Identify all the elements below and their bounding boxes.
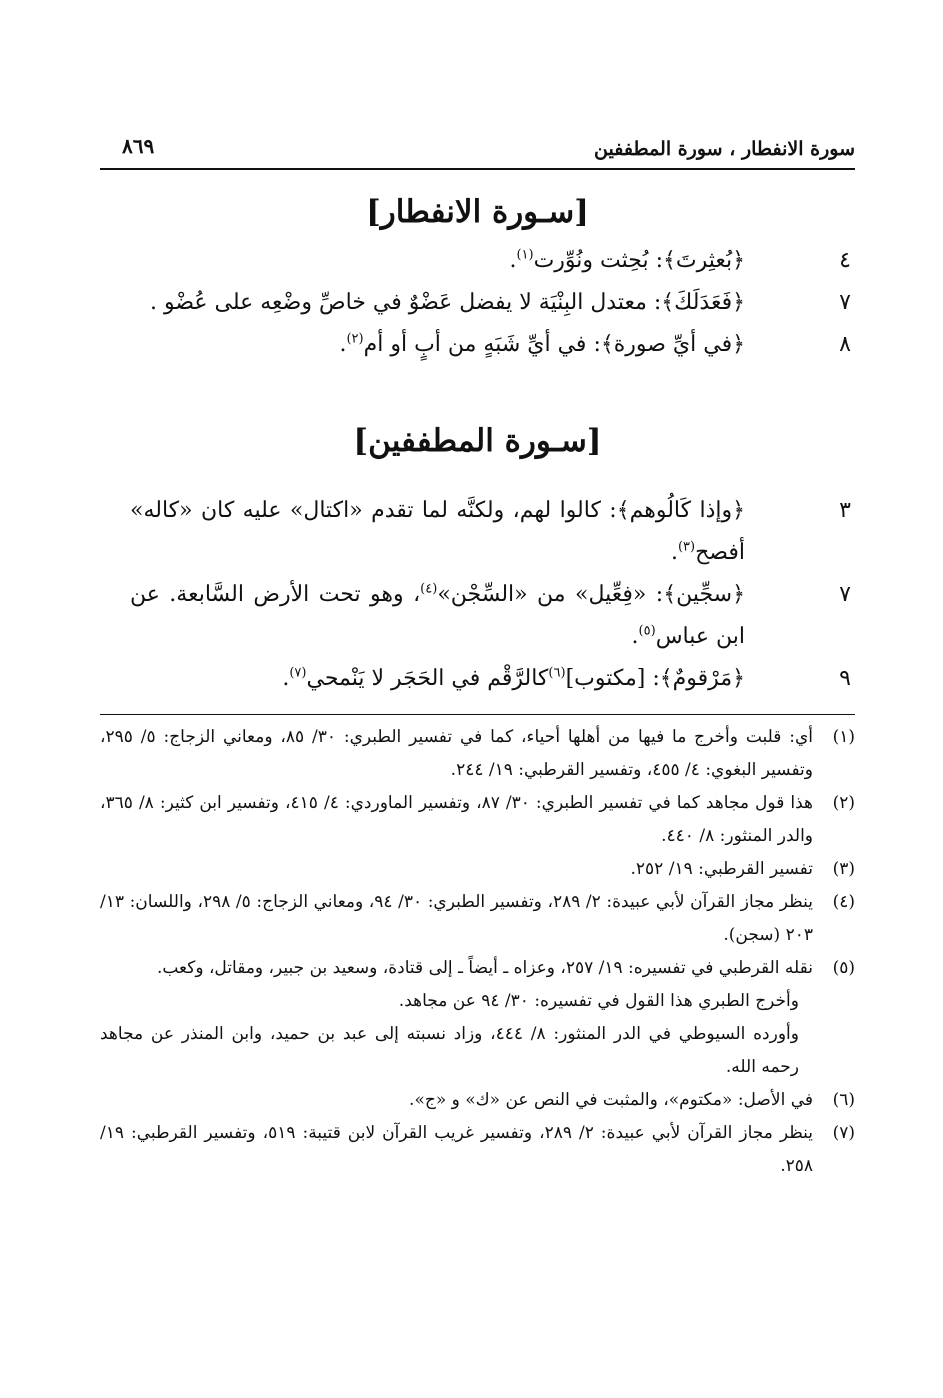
verse-tail: . — [339, 332, 347, 357]
verse-text: ﴿بُعثِرتَ﴾: بُحِثت ونُوِّرت — [533, 248, 745, 273]
footnote-number: (٣) — [832, 859, 855, 879]
surah-title-mutaffifin: [سـورة المطففين] — [353, 423, 602, 459]
verse-number: ٨ — [839, 332, 851, 357]
verse-list-mutaffifin — [100, 490, 855, 700]
footnote — [100, 721, 855, 787]
footnote-divider — [100, 714, 855, 715]
verse-entry — [100, 574, 855, 658]
footnote-text: هذا قول مجاهد كما في تفسير الطبري: ٣٠/ ٨٧، وتفسير الماوردي: ٤/ ٤١٥، وتفسير ابن كثير: ٨/ ٣٦٥، والدر المنثور: ٨/ ٤٤٠. — [100, 793, 813, 846]
verse-tail: ، وهو تحت الأرض السَّابعة. عن ابن عباس — [130, 582, 745, 649]
verse-text: ﴿سجِّين﴾: «فِعِّيل» من «السِّجْن» — [437, 582, 745, 607]
footnote-number: (٤) — [832, 892, 855, 912]
verse-number: ٤ — [839, 248, 851, 273]
footnote — [100, 886, 855, 952]
footnote-number: (١) — [832, 727, 855, 747]
footnote-text: ينظر مجاز القرآن لأبي عبيدة: ٢/ ٢٨٩، وتفسير غريب القرآن لابن قتيبة: ٥١٩، وتفسير القرطبي: ١٩/ ٢٥٨. — [100, 1123, 814, 1176]
footnote-text: وأورده السيوطي في الدر المنثور: ٨/ ٤٤٤، وزاد نسبته إلى عبد بن حميد، وابن المنذر عن مجاهد رحمه الله. — [100, 1024, 799, 1077]
footnote-ref[interactable]: (٦) — [548, 665, 566, 681]
footnote-ref[interactable]: (٢) — [346, 331, 364, 347]
footnote-number: (٦) — [832, 1090, 855, 1110]
footnote-text: أي: قلبت وأخرج ما فيها من أهلها أحياء، كما في تفسير الطبري: ٣٠/ ٨٥، ومعاني الزجاج: ٥/ ٢٩٥، وتفسير البغوي: ٤/ ٤٥٥، وتفسير القرطبي: ١٩/ ٢٤٤. — [100, 727, 813, 780]
footnote-number: (٥) — [832, 958, 855, 978]
verse-entry — [100, 490, 855, 574]
footnote-ref[interactable]: (٤) — [420, 581, 438, 597]
footnotes — [100, 721, 855, 1183]
footnote — [100, 853, 855, 886]
verse-entry — [100, 240, 855, 282]
verse-text: ﴿مَرْقومٌ﴾: [مكتوب] — [565, 666, 745, 691]
verse-text: ﴿في أيِّ صورة﴾: في أيِّ شَبَهٍ من أبٍ أو أم — [363, 332, 745, 357]
footnote-text: في الأصل: «مكتوم»، والمثبت في النص عن «ك» و «ج». — [409, 1090, 813, 1110]
footnote-text: نقله القرطبي في تفسيره: ١٩/ ٢٥٧، وعزاه ـ أيضاً ـ إلى قتادة، وسعيد بن جبير، ومقاتل، وكعب. — [156, 958, 813, 978]
surah-title-infitar: [سـورة الانفطار] — [366, 194, 589, 230]
footnote-text: ينظر مجاز القرآن لأبي عبيدة: ٢/ ٢٨٩، وتفسير الطبري: ٣٠/ ٩٤، ومعاني الزجاج: ٥/ ٢٩٨، واللسان: ١٣/ ٢٠٣ (سجن). — [100, 892, 813, 945]
page-header — [100, 120, 855, 170]
verse-tail: . — [282, 666, 290, 691]
footnote — [100, 1084, 855, 1117]
footnote-ref[interactable]: (٧) — [289, 665, 307, 681]
footnote-ref[interactable]: (١) — [516, 247, 534, 263]
verse-number: ٧ — [839, 582, 851, 607]
verse-text: ﴿فَعَدَلَكَ﴾: معتدل البِنْيَة لا يفضل عَضْوٌ في خاصِّ وضْعِه على عُضْو . — [149, 290, 745, 315]
verse-number: ٣ — [839, 498, 851, 523]
book-page — [100, 120, 855, 1360]
verse-entry — [100, 282, 855, 324]
verse-number: ٧ — [839, 290, 851, 315]
verse-tail: . — [670, 540, 678, 565]
verse-tail: . — [631, 624, 639, 649]
footnote — [100, 952, 855, 1084]
footnote — [100, 1117, 855, 1183]
page-number: ٨٦٩ — [122, 134, 155, 158]
verse-text: ﴿وإذا كَالُوهم﴾: كالوا لهم، ولكنَّه لما تقدم «اكتال» عليه كان «كاله» أفصح — [130, 498, 745, 565]
verse-entry — [100, 324, 855, 366]
verse-list-infitar — [100, 240, 855, 366]
footnote-ref[interactable]: (٣) — [677, 539, 696, 555]
verse-number: ٩ — [839, 666, 851, 691]
footnote-text: تفسير القرطبي: ١٩/ ٢٥٢. — [630, 859, 813, 879]
footnote-number: (٢) — [832, 793, 855, 813]
footnote-text: وأخرج الطبري هذا القول في تفسيره: ٣٠/ ٩٤ عن مجاهد. — [398, 991, 799, 1011]
verse-entry — [100, 658, 855, 700]
running-title: سورة الانفطار ، سورة المطففين — [594, 138, 855, 160]
verse-tail: كالرَّقْم في الحَجَر لا يَنْمحي — [306, 666, 549, 691]
footnote-ref[interactable]: (٥) — [638, 623, 656, 639]
verse-tail: . — [509, 248, 517, 273]
footnote-number: (٧) — [832, 1123, 855, 1143]
footnote — [100, 787, 855, 853]
